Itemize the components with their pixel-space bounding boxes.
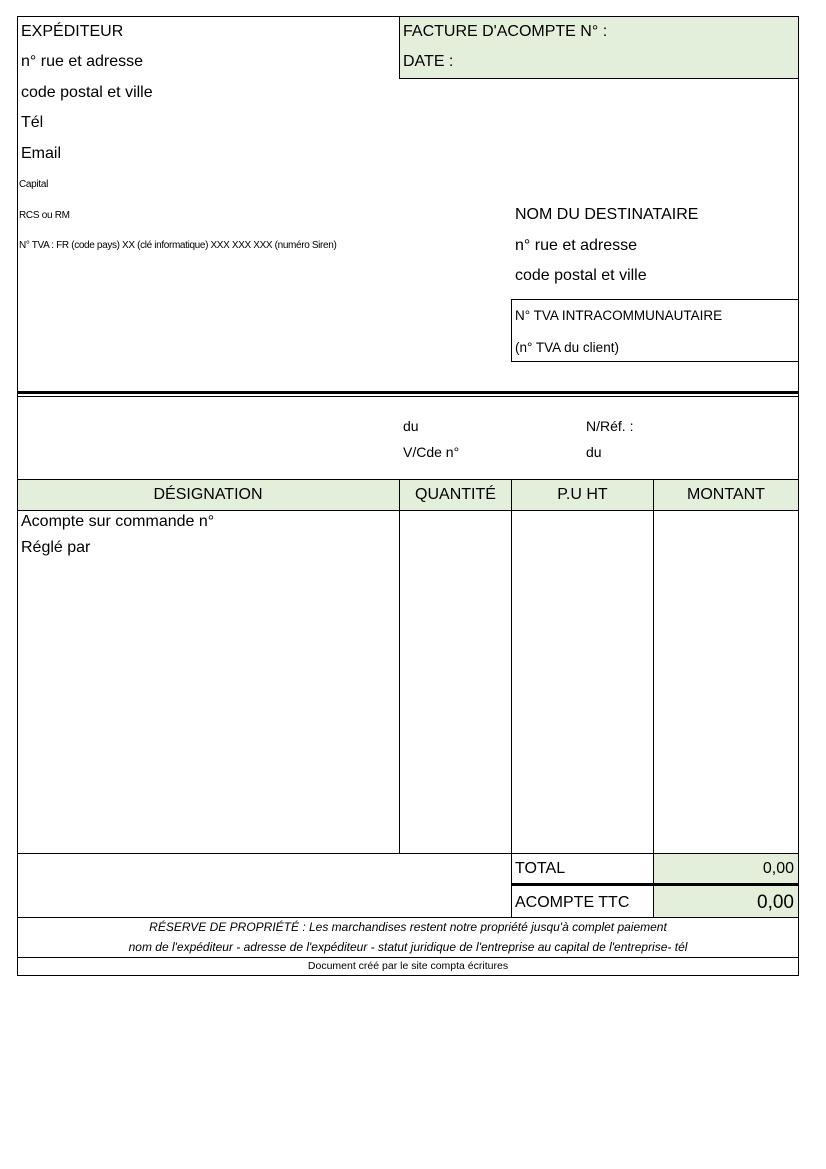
recipient-vat-label: N° TVA INTRACOMMUNAUTAIRE — [515, 308, 723, 323]
vat-box-top — [511, 299, 799, 300]
sender-street: n° rue et adresse — [21, 53, 144, 70]
invoice-box-left — [399, 16, 400, 78]
col-divider-1 — [399, 479, 400, 853]
sender-email: Email — [21, 145, 62, 162]
sender-vat: N° TVA : FR (code pays) XX (clé informatique) XXX XXX XXX (numéro Siren) — [19, 240, 337, 251]
ref-du-2: du — [586, 444, 602, 460]
total-double-line — [511, 883, 799, 886]
sender-rcs: RCS ou RM — [19, 210, 70, 221]
total-value: 0,00 — [762, 860, 794, 877]
frame-bottom — [17, 975, 799, 976]
separator-thin — [17, 396, 799, 397]
frame-top — [17, 16, 799, 17]
vat-box-left — [511, 299, 512, 361]
invoice-box-bottom — [399, 78, 799, 79]
header-quantity: QUANTITÉ — [415, 486, 496, 503]
header-amount: MONTANT — [687, 486, 765, 503]
line-deposit-order: Acompte sur commande n° — [21, 513, 215, 530]
recipient-city: code postal et ville — [515, 267, 647, 284]
totals-bottom — [17, 917, 799, 918]
ref-du-1: du — [403, 418, 419, 434]
frame-right — [798, 16, 799, 976]
separator-thick — [17, 391, 799, 394]
footer-reserve: RÉSERVE DE PROPRIÉTÉ : Les marchandises restent notre propriété jusqu'à complet paiement — [149, 920, 667, 934]
ref-our-ref: N/Réf. : — [586, 418, 634, 434]
invoice-number-label: FACTURE D'ACOMPTE N° : — [403, 23, 608, 40]
footer-credit: Document créé par le site compta écritures — [307, 960, 509, 972]
col-divider-2 — [511, 479, 512, 917]
invoice-date-label: DATE : — [403, 53, 454, 70]
sender-title: EXPÉDITEUR — [21, 23, 124, 40]
col-divider-3 — [653, 479, 654, 917]
table-top-border — [17, 479, 799, 480]
ttc-label: ACOMPTE TTC — [515, 894, 630, 911]
sender-phone: Tél — [21, 114, 44, 131]
header-designation: DÉSIGNATION — [153, 486, 263, 503]
ref-your-order: V/Cde n° — [403, 444, 460, 460]
line-paid-by: Réglé par — [21, 539, 91, 556]
table-body-bottom — [17, 853, 799, 854]
sender-capital: Capital — [19, 179, 49, 190]
footer-company: nom de l'expéditeur - adresse de l'expéditeur - statut juridique de l'entreprise au capital de l'entreprise- tél — [128, 940, 688, 954]
recipient-name: NOM DU DESTINATAIRE — [515, 206, 699, 223]
footer-divider — [17, 957, 799, 958]
recipient-street: n° rue et adresse — [515, 237, 638, 254]
ttc-value: 0,00 — [757, 892, 794, 913]
table-header-bottom — [17, 510, 799, 511]
sender-city: code postal et ville — [21, 84, 153, 101]
vat-box-bottom — [511, 361, 799, 362]
header-unit-price: P.U HT — [557, 486, 608, 503]
recipient-vat-note: (n° TVA du client) — [515, 340, 619, 355]
total-label: TOTAL — [515, 860, 566, 877]
